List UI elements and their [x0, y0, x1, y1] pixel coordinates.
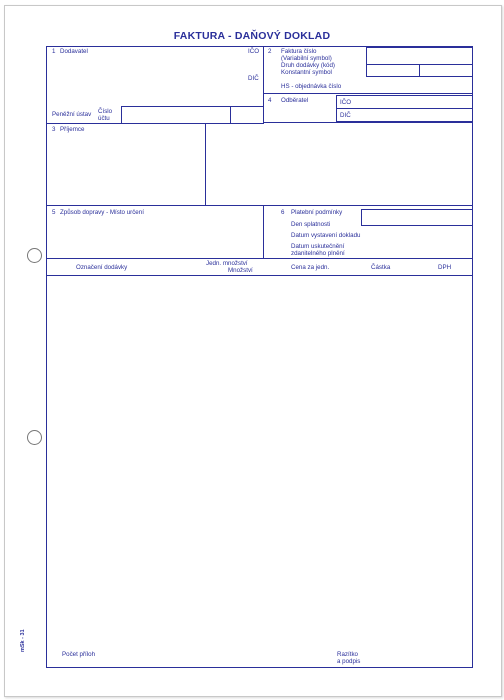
bank-label: Peněžní ústav	[52, 111, 92, 118]
account-label-2: účtu	[98, 115, 110, 122]
variable-symbol-label: (Variabilní symbol)	[281, 55, 332, 62]
col-unit-2: Množství	[228, 267, 253, 274]
supplier-label: Dodavatel	[60, 48, 88, 55]
form-title: FAKTURA - DAŇOVÝ DOKLAD	[173, 30, 331, 42]
section1-number: 1	[52, 48, 56, 55]
issue-date-label: Datum vystavení dokladu	[291, 232, 361, 239]
constant-symbol-label: Konstantní symbol	[281, 69, 332, 76]
buyer-ico-label: IČO	[340, 99, 352, 106]
recipient-label: Příjemce	[60, 126, 85, 133]
attachments-label: Počet příloh	[62, 651, 96, 658]
col-vat: DPH	[438, 264, 452, 271]
section6-number: 6	[281, 209, 285, 216]
supplier-ico-label: IČO	[248, 48, 260, 55]
supplier-dic-label: DIČ	[248, 75, 259, 82]
account-box	[122, 107, 264, 124]
invoice-number-label: Faktura číslo	[281, 48, 317, 55]
stamp-label-2: a podpis	[337, 658, 361, 665]
payment-terms-box	[362, 210, 473, 226]
due-date-label: Den splatnosti	[291, 221, 331, 228]
account-label-1: Číslo	[98, 108, 113, 115]
payment-terms-label: Platební podmínky	[291, 209, 343, 216]
form-code: mSk - 31	[20, 629, 26, 652]
taxable-date-label-2: zdanitelného plnění	[291, 250, 345, 257]
transport-label: Způsob dopravy - Místo určení	[60, 209, 144, 216]
buyer-ico-box	[337, 96, 473, 109]
section5-number: 5	[52, 209, 56, 216]
order-number-label: HS - objednávka číslo	[281, 83, 342, 90]
col-amount: Částka	[371, 264, 391, 271]
delivery-type-label: Druh dodávky (kód)	[281, 62, 335, 69]
col-description: Označení dodávky	[76, 264, 128, 271]
buyer-dic-label: DIČ	[340, 112, 351, 119]
buyer-label: Odběratel	[281, 97, 309, 104]
col-unit-1: Jedn. množství	[206, 260, 248, 267]
invoice-number-box	[367, 48, 473, 65]
section3-number: 3	[52, 126, 56, 133]
stamp-label-1: Razítko	[337, 651, 358, 658]
section4-number: 4	[268, 97, 272, 104]
taxable-date-label-1: Datum uskutečnění	[291, 243, 345, 250]
col-unit-price: Cena za jedn.	[291, 264, 330, 271]
section2-number: 2	[268, 48, 272, 55]
buyer-dic-box	[337, 109, 473, 122]
outer-frame	[47, 47, 473, 668]
